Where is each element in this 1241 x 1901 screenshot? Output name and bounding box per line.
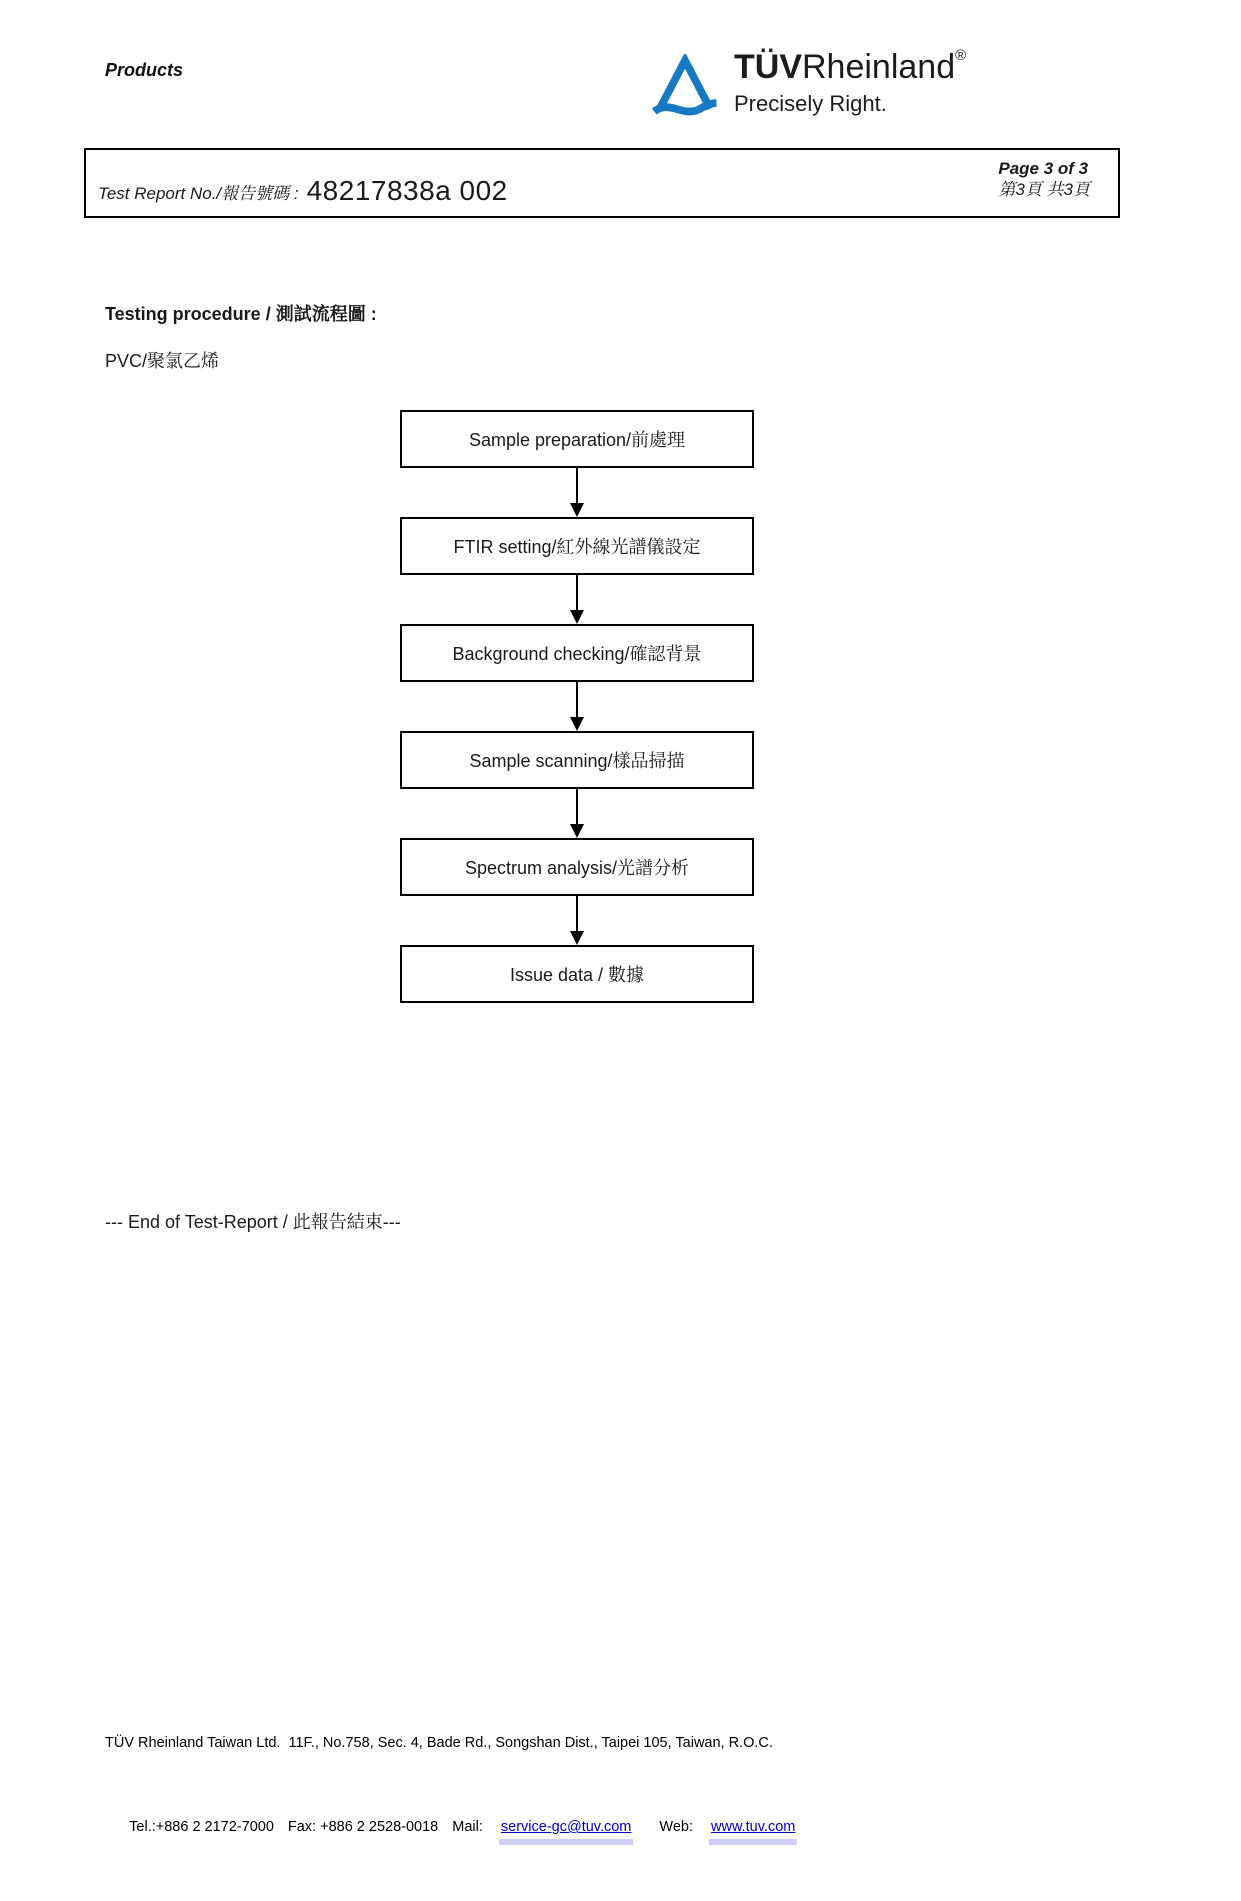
material-label: PVC/聚氯乙烯 bbox=[105, 351, 220, 371]
page-number-zh: 第3頁 共3頁 bbox=[998, 180, 1090, 200]
footer bbox=[105, 1691, 823, 1901]
arrow-down-icon bbox=[576, 896, 578, 945]
report-number-group bbox=[86, 150, 508, 216]
page-number-en: Page 3 of 3 bbox=[998, 159, 1089, 178]
flow-step-sample-preparation: Sample preparation/前處理 bbox=[400, 410, 754, 468]
flow-step-sample-scanning: Sample scanning/樣品掃描 bbox=[400, 731, 754, 789]
footer-web-group bbox=[659, 1819, 809, 1835]
flow-step-ftir-setting: FTIR setting/紅外線光譜儀設定 bbox=[400, 517, 754, 575]
arrow-down-icon bbox=[576, 468, 578, 517]
report-number-value: 48217838a 002 bbox=[306, 175, 508, 206]
footer-address: TÜV Rheinland Taiwan Ltd. 11F., No.758, Sec. 4, Bade Rd., Songshan Dist., Taipei 105, Taiwan, R.O.C. bbox=[105, 1735, 773, 1751]
page-indicator bbox=[998, 150, 1118, 216]
arrow-down-icon bbox=[576, 575, 578, 624]
logo-tuv: TÜV bbox=[734, 48, 802, 86]
footer-tel: Tel.:+886 2 2172-7000 bbox=[129, 1819, 274, 1835]
arrow-down-icon bbox=[576, 682, 578, 731]
report-header-box bbox=[84, 148, 1120, 218]
flow-step-issue-data: Issue data / 數據 bbox=[400, 945, 754, 1003]
tuv-rheinland-logo bbox=[650, 48, 966, 120]
end-of-report-note: --- End of Test-Report / 此報告結束--- bbox=[105, 1212, 401, 1232]
report-number-label: Test Report No./報告號碼 : bbox=[98, 184, 299, 203]
logo-rheinland: Rheinland bbox=[802, 48, 956, 86]
products-label: Products bbox=[105, 60, 184, 80]
arrow-down-icon bbox=[576, 789, 578, 838]
logo-text-block bbox=[734, 48, 966, 117]
testing-procedure-flowchart bbox=[400, 410, 754, 1003]
footer-web-label: Web: bbox=[659, 1819, 693, 1835]
flow-step-spectrum-analysis: Spectrum analysis/光譜分析 bbox=[400, 838, 754, 896]
footer-mail-label: Mail: bbox=[452, 1819, 483, 1835]
logo-wordmark bbox=[734, 48, 966, 87]
footer-fax: Fax: +886 2 2528-0018 bbox=[287, 1819, 439, 1835]
registered-mark: ® bbox=[955, 46, 967, 64]
footer-mail-group bbox=[452, 1819, 645, 1835]
flow-step-background-checking: Background checking/確認背景 bbox=[400, 624, 754, 682]
footer-contacts bbox=[105, 1796, 823, 1859]
footer-mail-link[interactable]: service-gc@tuv.com bbox=[501, 1817, 631, 1838]
tuv-triangle-icon bbox=[650, 54, 720, 120]
section-title: Testing procedure / 測試流程圖 : bbox=[105, 304, 377, 324]
logo-tagline: Precisely Right. bbox=[734, 91, 887, 116]
footer-web-link[interactable]: www.tuv.com bbox=[711, 1817, 795, 1838]
